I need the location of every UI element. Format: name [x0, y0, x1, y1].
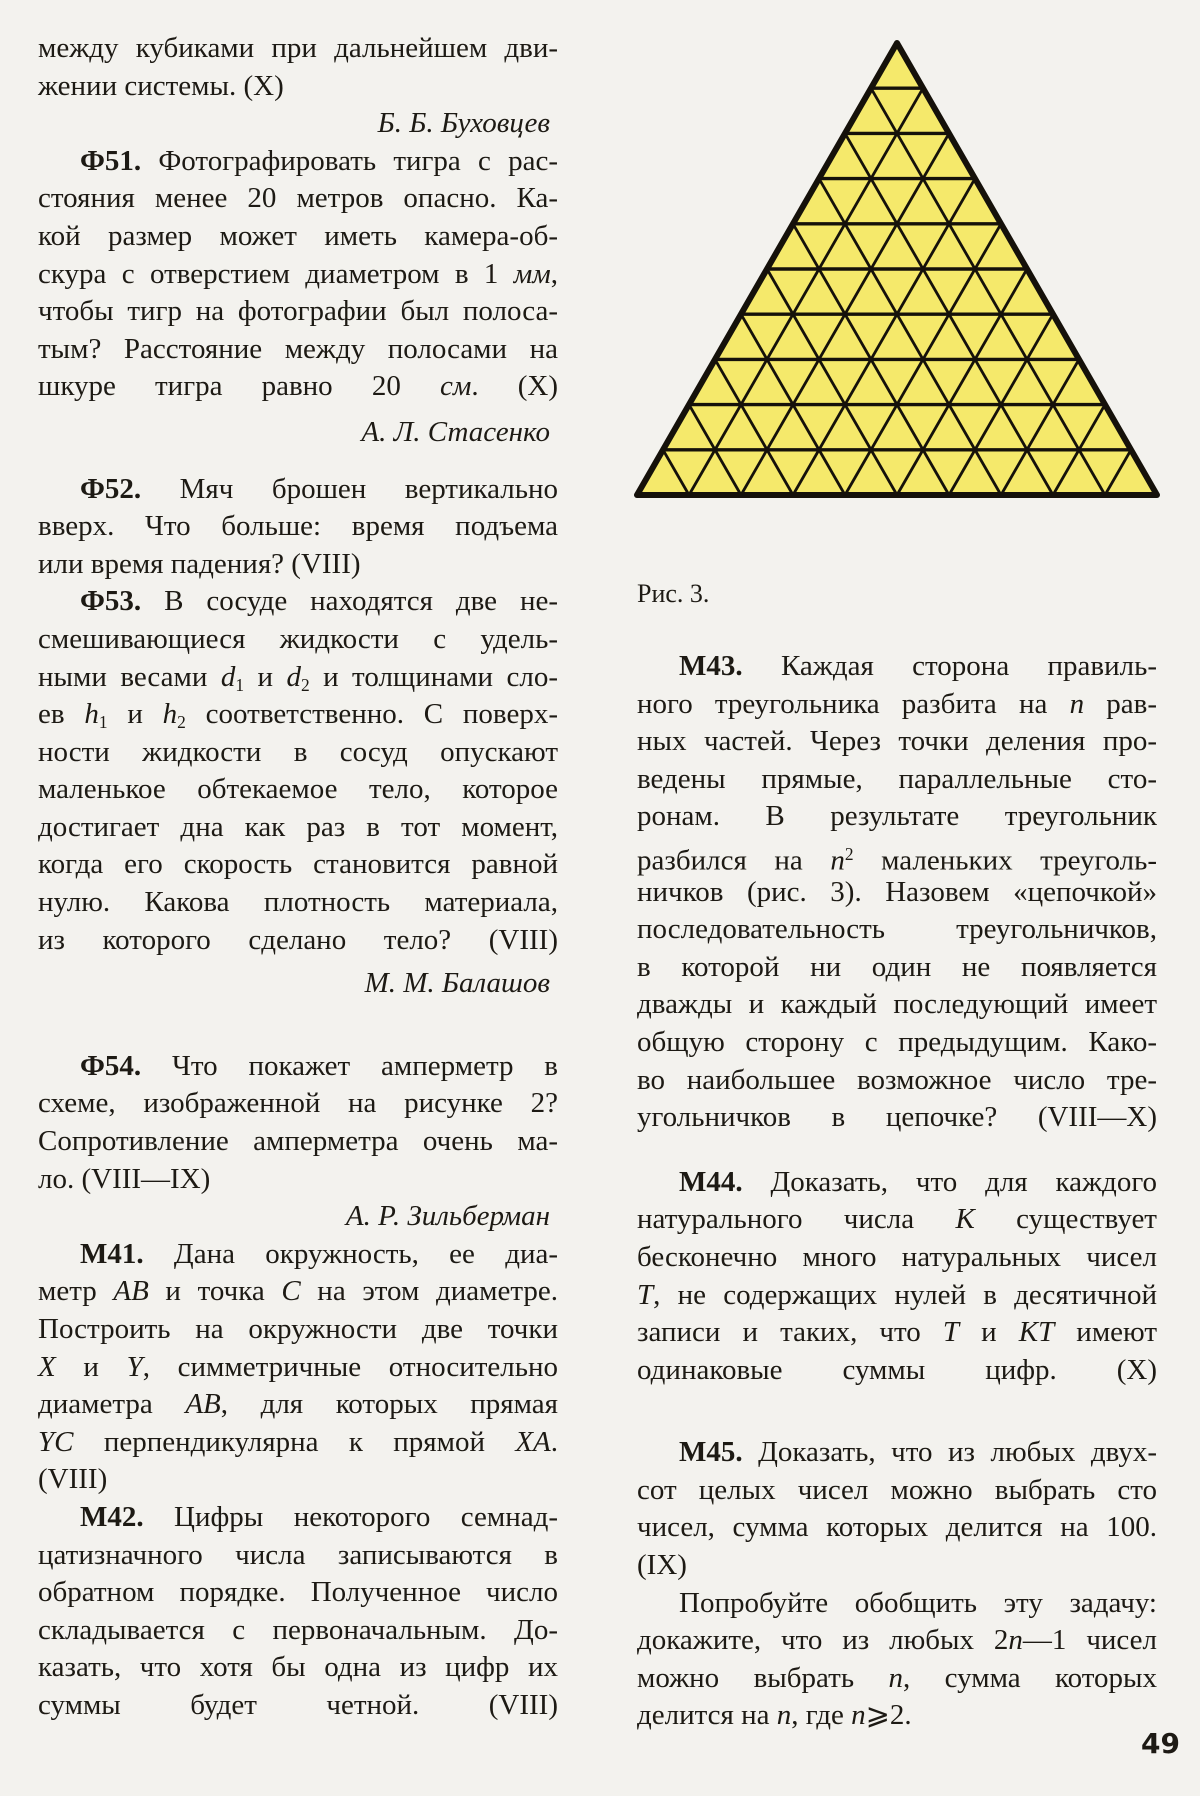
text-line: последовательность треугольничков, — [637, 913, 1157, 946]
page-number: 49 — [1141, 1727, 1180, 1760]
text-line: натурального числа K существует — [637, 1203, 1157, 1236]
text-line: Попробуйте обобщить эту задачу: — [679, 1586, 1157, 1619]
triangle-grid-figure — [627, 33, 1167, 505]
text-line: Построить на окружности две точки — [38, 1313, 558, 1345]
text-line: общую сторону с предыдущим. Како- — [637, 1025, 1157, 1058]
text-line: Ф51. Фотографировать тигра с рас- — [80, 144, 558, 177]
text-line: когда его скорость становится равной — [38, 848, 558, 881]
text-line: кой размер может иметь камера-об- — [38, 219, 558, 252]
text-line: складывается с первоначальным. До- — [38, 1613, 558, 1646]
text-line: ности жидкости в сосуд опускают — [38, 735, 558, 768]
para-m45 — [637, 1434, 1157, 1584]
text-line: ронам. В результате треугольник — [637, 800, 1157, 833]
text-line: цатизначного числа записываются в — [38, 1538, 558, 1571]
figure-caption: Рис. 3. — [637, 579, 710, 608]
para-f51 — [38, 143, 558, 406]
para-m45-generalization — [637, 1585, 1157, 1735]
text-line: ными весами $d_1$ и $d_2$ и толщинами сло- — [38, 660, 558, 695]
text-line: X и Y, симметричные относительно — [38, 1350, 558, 1383]
text-line: маленькое обтекаемое тело, которое — [38, 773, 558, 806]
para-continuation — [38, 30, 558, 105]
text-line: ведены прямые, параллельные сто- — [637, 762, 1157, 795]
text-line: YC перпендикулярна к прямой XA. — [38, 1425, 558, 1458]
author-stasenko: А. Л. Стасенко — [361, 415, 550, 448]
text-line: Ф52. Мяч брошен вертикально — [80, 472, 558, 505]
text-line: диаметра AB, для которых прямая — [38, 1388, 558, 1421]
text-line: М43. Каждая сторона правиль- — [679, 650, 1157, 682]
para-m44 — [637, 1164, 1157, 1390]
text-line: в которой ни один не появляется — [637, 950, 1157, 983]
text-line: Ф54. Что покажет амперметр в — [80, 1049, 558, 1082]
para-m43 — [637, 648, 1157, 1137]
text-line: Сопротивление амперметра очень ма- — [38, 1125, 558, 1158]
text-line: метр AB и точка C на этом диаметре. — [38, 1275, 558, 1308]
text-line: (VIII) — [38, 1463, 108, 1496]
author-balashov: М. М. Балашов — [364, 967, 550, 1000]
text-line: Ф53. В сосуде находятся две не- — [80, 585, 558, 618]
text-line: (IX) — [637, 1549, 687, 1582]
text-line: чисел, сумма которых делится на 100. — [637, 1511, 1157, 1544]
para-f53 — [38, 583, 558, 959]
text-line: одинаковые суммы цифр. (X) — [637, 1353, 1157, 1386]
text-line: записи и таких, что T и KT имеют — [637, 1316, 1158, 1349]
text-line: жении системы. (X) — [38, 69, 284, 102]
text-line: ло. (VIII—IX) — [38, 1162, 211, 1195]
text-line: нулю. Какова плотность материала, — [38, 886, 558, 919]
text-line: ных частей. Через точки деления про- — [637, 725, 1157, 758]
text-line: ного треугольника разбита на n рав- — [637, 687, 1157, 720]
text-line: чтобы тигр на фотографии был полоса- — [38, 295, 558, 328]
text-line: М45. Доказать, что из любых двух- — [679, 1436, 1157, 1469]
text-line: достигает дна как раз в тот момент, — [38, 810, 558, 843]
para-f54 — [38, 1048, 558, 1198]
author-bukhovtsev: Б. Б. Буховцев — [377, 107, 550, 140]
text-line: схеме, изображенной на рисунке 2? — [38, 1087, 558, 1120]
text-line: М41. Дана окружность, ее диа- — [80, 1237, 558, 1270]
text-line: вверх. Что больше: время подъема — [38, 510, 558, 543]
figure-ris-3 — [627, 33, 1157, 613]
text-line: шкуре тигра равно 20 см. (X) — [38, 370, 558, 403]
text-line: можно выбрать n, сумма которых — [637, 1661, 1158, 1694]
para-f52 — [38, 471, 558, 584]
text-line: суммы будет четной. (VIII) — [38, 1688, 558, 1721]
text-line: М42. Цифры некоторого семнад- — [80, 1500, 558, 1533]
text-line: ев $h_1$ и $h_2$ соответственно. С поверх- — [38, 698, 558, 732]
text-line: разбился на $n^2$ маленьких треуголь- — [637, 843, 1157, 877]
left-column — [38, 30, 558, 1725]
text-line: или время падения? (VIII) — [38, 547, 361, 580]
right-column — [637, 33, 1157, 1735]
text-line: М44. Доказать, что для каждого — [679, 1165, 1157, 1198]
text-line: обратном порядке. Полученное число — [38, 1576, 558, 1609]
text-line: докажите, что из любых 2n—1 чисел — [637, 1624, 1157, 1657]
text-line: делится на n, где n⩾2. — [637, 1699, 912, 1732]
text-line: дважды и каждый последующий имеет — [637, 988, 1157, 1021]
para-m42 — [38, 1499, 558, 1725]
text-line: скура с отверстием диаметром в 1 мм, — [38, 257, 558, 290]
text-line: между кубиками при дальнейшем дви- — [38, 32, 558, 64]
text-line: сот целых чисел можно выбрать сто — [637, 1473, 1157, 1506]
text-line: казать, что хотя бы одна из цифр их — [38, 1651, 558, 1684]
text-line: во наибольшее возможное число тре- — [637, 1063, 1157, 1096]
para-m41 — [38, 1236, 558, 1499]
author-zilberman: А. Р. Зильберман — [345, 1200, 550, 1233]
text-line: угольничков в цепочке? (VIII—X) — [637, 1101, 1157, 1134]
text-line: T, не содержащих нулей в десятичной — [637, 1278, 1157, 1311]
text-line: из которого сделано тело? (VIII) — [38, 923, 558, 956]
text-line: ничков (рис. 3). Назовем «цепочкой» — [637, 875, 1157, 908]
text-line: бесконечно много натуральных чисел — [637, 1240, 1157, 1273]
text-line: смешивающиеся жидкости с удель- — [38, 622, 558, 655]
text-line: стояния менее 20 метров опасно. Ка- — [38, 182, 558, 215]
text-line: тым? Расстояние между полосами на — [38, 332, 558, 365]
